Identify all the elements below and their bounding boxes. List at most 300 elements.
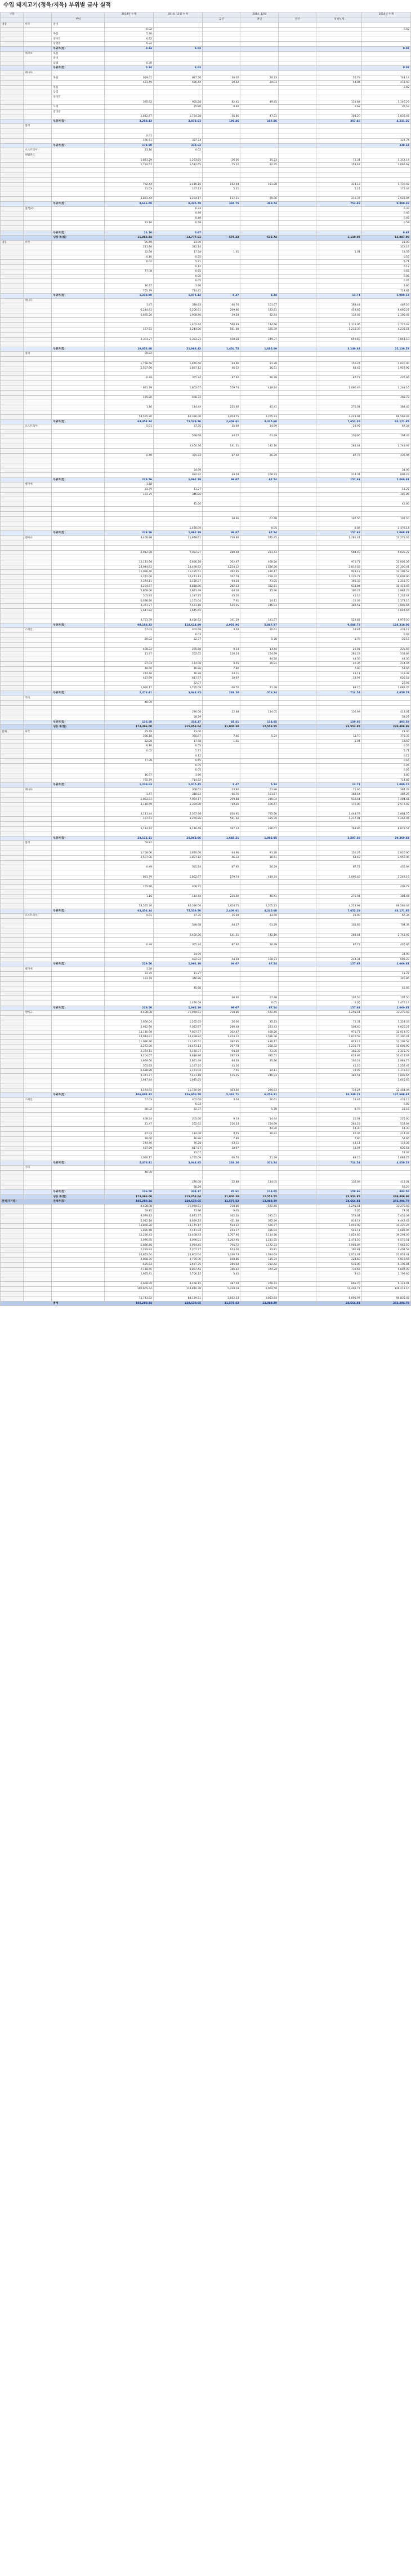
value-cell: 7,022.87: [153, 550, 202, 555]
origin-cell: [24, 1175, 52, 1180]
part-cell: [52, 327, 105, 333]
value-cell: [361, 555, 410, 560]
part-cell: 부위계(합): [52, 1161, 105, 1166]
category-cell: [1, 856, 24, 861]
value-cell: 38.66: [203, 996, 240, 1001]
table-row: [1, 419, 411, 424]
value-cell: [104, 56, 153, 61]
value-cell: 0.05: [361, 763, 410, 768]
value-cell: 23.80: [203, 787, 240, 793]
value-cell: 18.97: [203, 1146, 240, 1151]
origin-cell: [24, 643, 52, 648]
value-cell: 107.50: [361, 996, 410, 1001]
value-cell: [203, 1108, 240, 1113]
value-cell: 7,421.18: [153, 1073, 202, 1078]
value-cell: [203, 216, 240, 221]
value-cell: [316, 206, 362, 211]
value-cell: 1,235.77: [316, 1044, 362, 1050]
category-cell: [1, 986, 24, 992]
value-cell: 17.58: [153, 250, 202, 255]
part-cell: [52, 826, 105, 831]
value-cell: [104, 449, 153, 454]
value-cell: [278, 90, 316, 95]
part-cell: [52, 260, 105, 265]
category-cell: [1, 1136, 24, 1141]
value-cell: 59.82: [104, 352, 153, 357]
part-cell: [52, 928, 105, 933]
value-cell: 1,476.09: [153, 1001, 202, 1006]
origin-cell: [24, 894, 52, 899]
origin-cell: [24, 986, 52, 992]
origin-cell: 스페인: [24, 628, 52, 633]
value-cell: [153, 643, 202, 648]
value-cell: 7,652.29: [316, 419, 362, 424]
origin-cell: [24, 294, 52, 299]
value-cell: 22.98: [104, 250, 153, 255]
part-cell: [52, 613, 105, 618]
value-cell: 183.81: [240, 308, 278, 313]
value-cell: [278, 1122, 316, 1127]
table-row: [1, 439, 411, 444]
part-cell: 부위계(합): [52, 1093, 105, 1098]
category-cell: [1, 327, 24, 333]
value-cell: [361, 899, 410, 904]
table-row: [1, 143, 411, 148]
category-cell: [1, 313, 24, 318]
value-cell: 0.05: [153, 274, 202, 279]
part-cell: [52, 1267, 105, 1272]
value-cell: 382.51: [316, 1073, 362, 1078]
value-cell: 335.39: [240, 817, 278, 822]
value-cell: [104, 710, 153, 715]
value-cell: [203, 298, 240, 303]
value-cell: [240, 279, 278, 284]
value-cell: 100,665.44: [104, 1286, 153, 1291]
value-cell: 7,697.57: [153, 1030, 202, 1035]
value-cell: 467.14: [203, 826, 240, 831]
category-cell: [1, 1209, 24, 1214]
value-cell: 274.46: [104, 1141, 153, 1147]
value-cell: 0.65: [361, 759, 410, 764]
value-cell: 11,086.46: [104, 1039, 153, 1044]
value-cell: 1,862.67: [153, 386, 202, 391]
value-cell: 5,338.18: [203, 1286, 240, 1291]
part-cell: [52, 1214, 105, 1219]
value-cell: 0.12: [153, 264, 202, 269]
category-cell: [1, 870, 24, 875]
value-cell: 57.03: [104, 628, 153, 633]
value-cell: [240, 1146, 278, 1151]
table-row: [1, 1180, 411, 1185]
table-row: [1, 124, 411, 129]
part-cell: [52, 1064, 105, 1069]
value-cell: [278, 240, 316, 245]
value-cell: [316, 1083, 362, 1088]
value-cell: 1,110.95: [316, 236, 362, 241]
value-cell: 67.54: [240, 1006, 278, 1011]
category-cell: [1, 303, 24, 308]
value-cell: 87.72: [316, 865, 362, 870]
value-cell: 765.79: [104, 289, 153, 294]
part-cell: [52, 579, 105, 585]
value-cell: 1,706.15: [153, 1272, 202, 1277]
category-cell: [1, 163, 24, 168]
value-cell: 11.27: [153, 488, 202, 493]
value-cell: [278, 109, 316, 114]
part-cell: [52, 245, 105, 250]
value-cell: [153, 70, 202, 76]
origin-cell: [24, 831, 52, 836]
part-cell: 부위계(합): [52, 909, 105, 914]
category-cell: [1, 1093, 24, 1098]
value-cell: [240, 342, 278, 347]
value-cell: [361, 463, 410, 468]
value-cell: [203, 778, 240, 783]
category-cell: [1, 846, 24, 851]
value-cell: 6,873.37: [153, 1214, 202, 1219]
value-cell: 26.23: [240, 76, 278, 81]
table-row: [1, 662, 411, 667]
value-cell: [203, 1112, 240, 1117]
value-cell: 1,862.95: [240, 836, 278, 841]
value-cell: [316, 986, 362, 992]
value-cell: 16.97: [104, 773, 153, 778]
value-cell: 101.67: [240, 793, 278, 798]
part-cell: [52, 492, 105, 497]
category-cell: [1, 783, 24, 788]
value-cell: [104, 444, 153, 449]
table-row: [1, 967, 411, 972]
category-cell: [1, 1131, 24, 1136]
value-cell: [153, 333, 202, 338]
value-cell: 18.59: [361, 739, 410, 744]
value-cell: 104.20: [316, 114, 362, 119]
value-cell: [104, 526, 153, 531]
value-cell: 43.11: [203, 671, 240, 676]
value-cell: [316, 701, 362, 706]
origin-cell: [24, 410, 52, 415]
category-cell: [1, 967, 24, 972]
part-cell: 부위계(합): [52, 294, 105, 299]
category-cell: [1, 720, 24, 725]
origin-cell: [24, 623, 52, 628]
value-cell: [240, 1272, 278, 1277]
value-cell: [104, 1001, 153, 1006]
part-cell: [52, 555, 105, 560]
value-cell: [203, 468, 240, 473]
value-cell: [278, 710, 316, 715]
value-cell: 4,245.68: [240, 909, 278, 914]
value-cell: [316, 371, 362, 376]
part-cell: [52, 938, 105, 943]
value-cell: 0.05: [240, 1001, 278, 1006]
value-cell: [240, 1015, 278, 1020]
part-cell: 앞다리: [52, 95, 105, 100]
origin-cell: [24, 216, 52, 221]
value-cell: [316, 754, 362, 759]
value-cell: [316, 928, 362, 933]
origin-cell: [24, 923, 52, 928]
part-cell: [52, 395, 105, 400]
value-cell: [278, 318, 316, 323]
value-cell: 34.99: [361, 468, 410, 473]
value-cell: 11.47: [104, 652, 153, 657]
part-cell: [52, 904, 105, 909]
value-cell: [278, 613, 316, 618]
category-cell: [1, 134, 24, 139]
category-cell: [1, 1263, 24, 1268]
value-cell: 6.03: [361, 1103, 410, 1108]
value-cell: 6,570.51: [361, 1238, 410, 1243]
value-cell: [316, 807, 362, 812]
category-cell: [1, 255, 24, 260]
table-row: [1, 497, 411, 502]
value-cell: 302.47: [203, 560, 240, 565]
origin-cell: [24, 705, 52, 710]
value-cell: 25.80: [153, 105, 202, 110]
value-cell: 6,206.61: [153, 308, 202, 313]
origin-cell: [24, 744, 52, 749]
value-cell: 0.62: [316, 105, 362, 110]
value-cell: [153, 996, 202, 1001]
value-cell: 11.27: [361, 488, 410, 493]
value-cell: 2,394.90: [153, 802, 202, 807]
category-cell: [1, 802, 24, 807]
category-cell: [1, 1059, 24, 1064]
origin-cell: [24, 333, 52, 338]
value-cell: [361, 1015, 410, 1020]
table-row: [1, 1151, 411, 1156]
value-cell: [104, 1127, 153, 1132]
value-cell: [278, 255, 316, 260]
origin-cell: [24, 211, 52, 216]
value-cell: [104, 1185, 153, 1190]
value-cell: 93.81: [240, 1248, 278, 1253]
category-cell: [1, 570, 24, 575]
value-cell: [203, 391, 240, 396]
origin-cell: [24, 710, 52, 715]
value-cell: 355.24: [153, 942, 202, 948]
value-cell: [278, 623, 316, 628]
value-cell: [104, 1083, 153, 1088]
value-cell: [316, 502, 362, 507]
value-cell: 392.49: [240, 1219, 278, 1224]
value-cell: [203, 749, 240, 754]
origin-cell: [24, 366, 52, 371]
value-cell: [104, 768, 153, 773]
value-cell: [240, 488, 278, 493]
table-row: [1, 1248, 411, 1253]
value-cell: [240, 439, 278, 444]
value-cell: [361, 991, 410, 996]
value-cell: [278, 589, 316, 594]
origin-cell: [24, 618, 52, 623]
value-cell: 174.90: [104, 143, 153, 148]
value-cell: 1.16: [104, 405, 153, 410]
value-cell: [316, 129, 362, 134]
category-cell: [1, 981, 24, 986]
value-cell: [278, 1263, 316, 1268]
origin-cell: [24, 662, 52, 667]
origin-cell: [24, 555, 52, 560]
category-cell: [1, 841, 24, 846]
category-cell: [1, 1015, 24, 1020]
part-cell: [52, 511, 105, 516]
value-cell: [203, 918, 240, 923]
value-cell: 3.80: [361, 773, 410, 778]
part-cell: 삼겹살: [52, 42, 105, 47]
value-cell: [278, 76, 316, 81]
value-cell: [278, 114, 316, 119]
value-cell: 4,223.94: [316, 904, 362, 909]
category-cell: [1, 531, 24, 536]
table-row: [1, 81, 411, 86]
origin-cell: [24, 938, 52, 943]
value-cell: 1,402.44: [153, 322, 202, 327]
value-cell: 114,810.39: [153, 1286, 202, 1291]
value-cell: 763.85: [316, 826, 362, 831]
value-cell: 1,887.12: [153, 366, 202, 371]
value-cell: 327.74: [153, 139, 202, 144]
value-cell: 338.63: [361, 143, 410, 148]
value-cell: 88.15: [316, 1156, 362, 1161]
part-cell: [52, 632, 105, 638]
value-cell: [203, 279, 240, 284]
value-cell: [240, 773, 278, 778]
value-cell: 20.01: [316, 1117, 362, 1122]
value-cell: [278, 526, 316, 531]
value-cell: 6,256.31: [240, 1093, 278, 1098]
origin-cell: [24, 1267, 52, 1272]
value-cell: [104, 705, 153, 710]
origin-cell: [24, 976, 52, 981]
value-cell: 435.94: [361, 865, 410, 870]
value-cell: 7.46: [203, 734, 240, 740]
value-cell: 162.04: [203, 182, 240, 187]
value-cell: [278, 46, 316, 51]
value-cell: [104, 1112, 153, 1117]
part-cell: 부위계(합): [52, 419, 105, 424]
value-cell: 26.06: [203, 1020, 240, 1025]
part-cell: [52, 333, 105, 338]
origin-cell: 미국: [24, 240, 52, 245]
value-cell: [278, 953, 316, 958]
table-row: [1, 1141, 411, 1147]
value-cell: 2,460.36: [153, 444, 202, 449]
value-cell: [316, 109, 362, 114]
part-cell: [52, 371, 105, 376]
value-cell: 378.37: [361, 734, 410, 740]
table-row: [1, 1170, 411, 1175]
value-cell: 11,575.52: [203, 1200, 240, 1205]
value-cell: [104, 458, 153, 463]
value-cell: [278, 158, 316, 163]
value-cell: 282.33: [203, 584, 240, 589]
value-cell: [278, 647, 316, 652]
value-cell: 312.14: [153, 245, 202, 250]
value-cell: [203, 274, 240, 279]
part-cell: [52, 914, 105, 919]
value-cell: [361, 167, 410, 172]
value-cell: [278, 720, 316, 725]
value-cell: [240, 831, 278, 836]
value-cell: [153, 1083, 202, 1088]
value-cell: 3,149.84: [316, 347, 362, 352]
value-cell: [240, 143, 278, 148]
category-cell: [1, 167, 24, 172]
table-row: [1, 991, 411, 996]
origin-cell: [24, 192, 52, 197]
value-cell: [316, 705, 362, 710]
part-cell: [52, 565, 105, 570]
value-cell: [278, 1277, 316, 1282]
value-cell: 2,476.41: [104, 1161, 153, 1166]
origin-cell: [24, 376, 52, 381]
table-row: [1, 521, 411, 526]
origin-cell: [24, 1219, 52, 1224]
value-cell: 408.72: [153, 395, 202, 400]
value-cell: 196.81: [316, 1248, 362, 1253]
value-cell: [153, 521, 202, 526]
value-cell: [278, 579, 316, 585]
origin-cell: [24, 42, 52, 47]
value-cell: 8,335.79: [153, 201, 202, 206]
origin-cell: [24, 1020, 52, 1025]
value-cell: 235.51: [240, 1214, 278, 1219]
part-cell: [52, 386, 105, 391]
category-cell: [1, 1083, 24, 1088]
origin-cell: [24, 167, 52, 172]
table-row: [1, 216, 411, 221]
part-cell: [52, 250, 105, 255]
value-cell: [316, 264, 362, 269]
table-row: [1, 632, 411, 638]
table-row: [1, 1161, 411, 1166]
table-row: [1, 986, 411, 992]
value-cell: [203, 1103, 240, 1108]
value-cell: 80.02: [104, 638, 153, 643]
value-cell: 453.66: [316, 308, 362, 313]
value-cell: 29.99: [316, 424, 362, 430]
value-cell: [316, 884, 362, 889]
value-cell: [278, 715, 316, 720]
origin-cell: [24, 778, 52, 783]
value-cell: [153, 701, 202, 706]
part-cell: [52, 1059, 105, 1064]
origin-cell: [24, 942, 52, 948]
value-cell: 342.50: [203, 1214, 240, 1219]
value-cell: [316, 211, 362, 216]
value-cell: 71.31: [316, 158, 362, 163]
value-cell: 114.44: [153, 894, 202, 899]
table-row: [1, 1224, 411, 1229]
value-cell: [278, 1156, 316, 1161]
origin-cell: [24, 1180, 52, 1185]
part-cell: 부위계(합): [52, 691, 105, 696]
category-cell: [1, 643, 24, 648]
category-cell: [1, 1190, 24, 1195]
value-cell: [278, 269, 316, 275]
subheader-cell: [104, 17, 153, 23]
origin-cell: [24, 754, 52, 759]
origin-cell: [24, 255, 52, 260]
value-cell: [104, 986, 153, 992]
value-cell: [240, 1083, 278, 1088]
category-cell: [1, 197, 24, 202]
table-row: [1, 681, 411, 686]
value-cell: 4,245.68: [240, 419, 278, 424]
part-cell: 냉동 계(합): [52, 725, 105, 730]
